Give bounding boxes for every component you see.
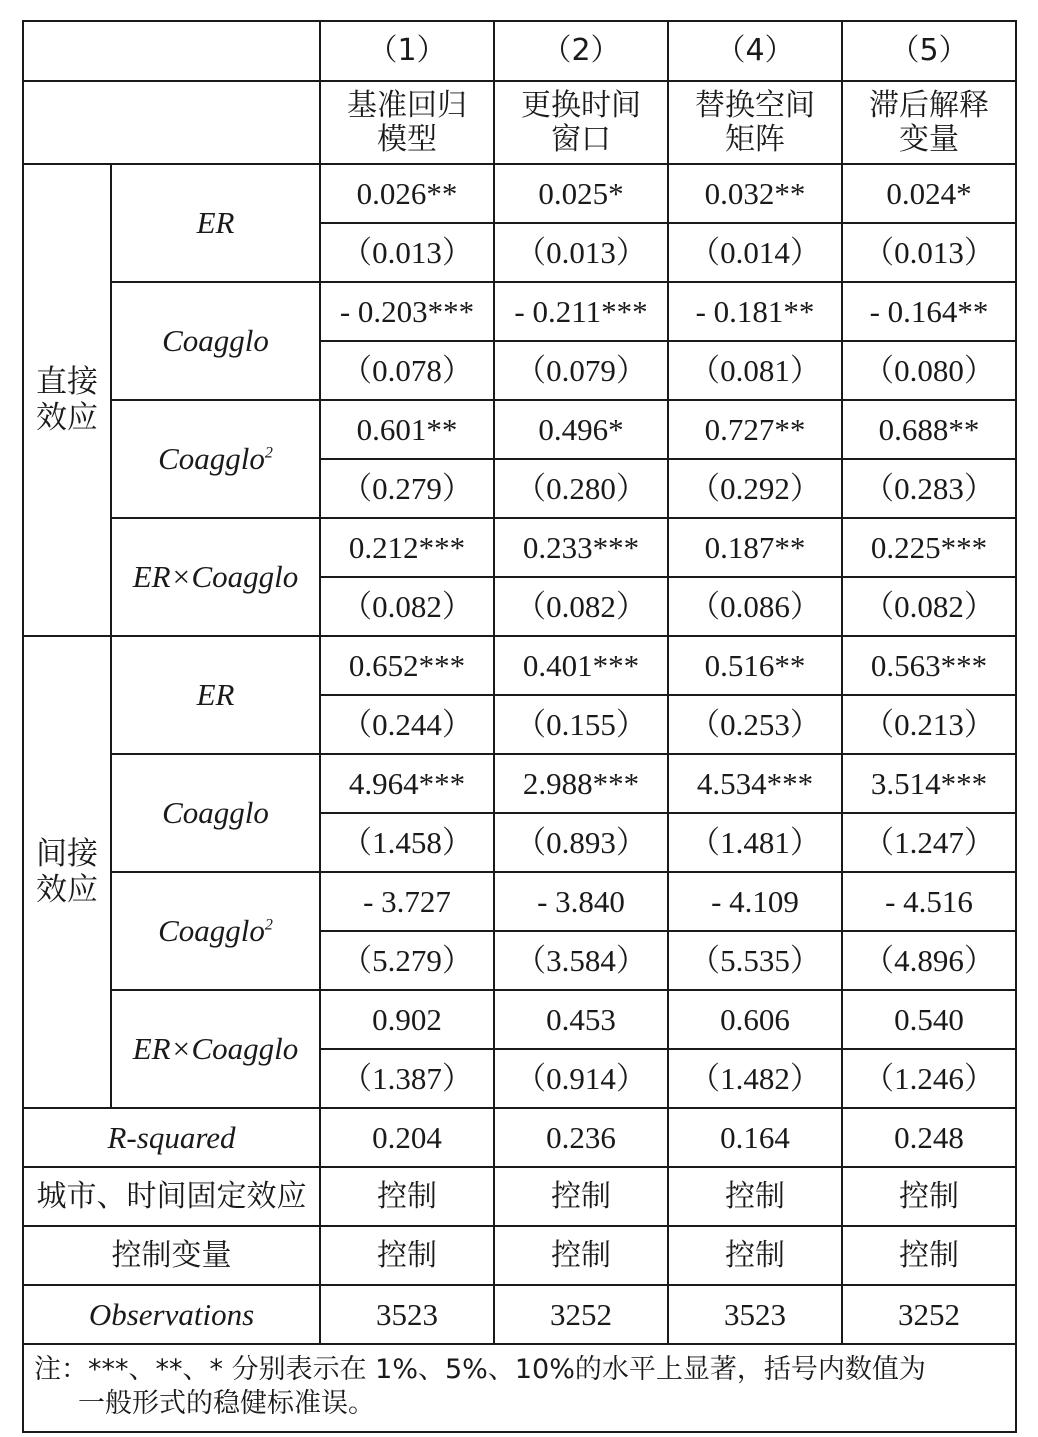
effect-group-label-line: 间接 bbox=[36, 836, 98, 872]
coefficient-cell: 0.688** bbox=[842, 400, 1016, 459]
summary-row bbox=[23, 1285, 1016, 1344]
effect-group-label-line: 直接 bbox=[36, 364, 98, 400]
coef-row bbox=[23, 754, 1016, 813]
coefficient-cell: - 0.203*** bbox=[320, 282, 494, 341]
std-error-cell: （1.246） bbox=[842, 1049, 1016, 1108]
coef-row bbox=[23, 164, 1016, 223]
std-error-cell: （1.482） bbox=[668, 1049, 842, 1108]
effect-group-label bbox=[23, 636, 111, 1108]
model-name-line: 滞后解释 bbox=[869, 87, 989, 123]
header-row-columns bbox=[23, 21, 1016, 81]
effect-group-label-line: 效应 bbox=[36, 400, 98, 436]
variable-name-text: Coagglo bbox=[162, 323, 269, 358]
coefficient-cell: 0.401*** bbox=[494, 636, 668, 695]
column-number: （2） bbox=[494, 21, 668, 81]
variable-name-text: ER×Coagglo bbox=[132, 559, 299, 594]
coefficient-cell: 0.902 bbox=[320, 990, 494, 1049]
model-name bbox=[494, 81, 668, 164]
coefficient-cell: 0.606 bbox=[668, 990, 842, 1049]
summary-row bbox=[23, 1226, 1016, 1285]
std-error-cell: （1.247） bbox=[842, 813, 1016, 872]
variable-name bbox=[111, 164, 320, 282]
model-name bbox=[320, 81, 494, 164]
model-name-line: 变量 bbox=[899, 121, 959, 157]
variable-exponent: 2 bbox=[264, 444, 273, 462]
summary-value-cell: 0.164 bbox=[668, 1108, 842, 1167]
variable-name-text: ER×Coagglo bbox=[132, 1031, 299, 1066]
coefficient-cell: 0.212*** bbox=[320, 518, 494, 577]
std-error-cell: （0.078） bbox=[320, 341, 494, 400]
column-number: （5） bbox=[842, 21, 1016, 81]
coefficient-cell: 0.601** bbox=[320, 400, 494, 459]
coefficient-cell: 0.032** bbox=[668, 164, 842, 223]
std-error-cell: （1.481） bbox=[668, 813, 842, 872]
coefficient-cell: 0.496* bbox=[494, 400, 668, 459]
summary-value-cell: 0.204 bbox=[320, 1108, 494, 1167]
std-error-cell: （0.292） bbox=[668, 459, 842, 518]
coef-row bbox=[23, 872, 1016, 931]
std-error-cell: （0.013） bbox=[320, 223, 494, 282]
coef-row bbox=[23, 636, 1016, 695]
coefficient-cell: 0.652*** bbox=[320, 636, 494, 695]
coef-row bbox=[23, 990, 1016, 1049]
note-line-2: 一般形式的稳健标准误。 bbox=[78, 1388, 375, 1419]
coefficient-cell: - 0.211*** bbox=[494, 282, 668, 341]
std-error-cell: （5.535） bbox=[668, 931, 842, 990]
variable-name bbox=[111, 400, 320, 518]
model-name bbox=[668, 81, 842, 164]
coef-row bbox=[23, 400, 1016, 459]
variable-name bbox=[111, 282, 320, 400]
variable-name-text: ER bbox=[196, 677, 235, 712]
model-name-line: 矩阵 bbox=[725, 121, 785, 157]
std-error-cell: （3.584） bbox=[494, 931, 668, 990]
std-error-cell: （0.013） bbox=[842, 223, 1016, 282]
summary-value-cell: 3252 bbox=[494, 1285, 668, 1344]
coefficient-cell: 0.563*** bbox=[842, 636, 1016, 695]
coefficient-cell: 0.025* bbox=[494, 164, 668, 223]
std-error-cell: （1.387） bbox=[320, 1049, 494, 1108]
std-error-cell: （0.893） bbox=[494, 813, 668, 872]
variable-name bbox=[111, 990, 320, 1108]
std-error-cell: （0.244） bbox=[320, 695, 494, 754]
effect-group-label-line: 效应 bbox=[36, 872, 98, 908]
summary-row-label: Observations bbox=[23, 1285, 320, 1344]
regression-table bbox=[22, 20, 1017, 1433]
coefficient-cell: 0.187** bbox=[668, 518, 842, 577]
std-error-cell: （0.155） bbox=[494, 695, 668, 754]
coefficient-cell: 0.540 bbox=[842, 990, 1016, 1049]
summary-value-cell: 0.248 bbox=[842, 1108, 1016, 1167]
summary-value-cell: 控制 bbox=[494, 1167, 668, 1226]
variable-name-text: Coagglo bbox=[158, 913, 265, 948]
summary-value-cell: 控制 bbox=[842, 1226, 1016, 1285]
variable-name bbox=[111, 518, 320, 636]
std-error-cell: （0.086） bbox=[668, 577, 842, 636]
coefficient-cell: 0.026** bbox=[320, 164, 494, 223]
model-name-line: 替换空间 bbox=[695, 87, 815, 123]
summary-value-cell: 3523 bbox=[668, 1285, 842, 1344]
variable-exponent: 2 bbox=[264, 916, 273, 934]
variable-name bbox=[111, 872, 320, 990]
model-name bbox=[842, 81, 1016, 164]
std-error-cell: （0.213） bbox=[842, 695, 1016, 754]
summary-value-cell: 0.236 bbox=[494, 1108, 668, 1167]
std-error-cell: （0.081） bbox=[668, 341, 842, 400]
coef-row bbox=[23, 282, 1016, 341]
summary-value-cell: 控制 bbox=[668, 1167, 842, 1226]
summary-value-cell: 3252 bbox=[842, 1285, 1016, 1344]
summary-row bbox=[23, 1108, 1016, 1167]
coefficient-cell: - 0.164** bbox=[842, 282, 1016, 341]
summary-row bbox=[23, 1167, 1016, 1226]
summary-row-label: 控制变量 bbox=[23, 1226, 320, 1285]
coefficient-cell: - 4.516 bbox=[842, 872, 1016, 931]
coefficient-cell: 0.727** bbox=[668, 400, 842, 459]
summary-row-label: 城市、时间固定效应 bbox=[23, 1167, 320, 1226]
std-error-cell: （0.014） bbox=[668, 223, 842, 282]
std-error-cell: （0.283） bbox=[842, 459, 1016, 518]
coefficient-cell: - 3.840 bbox=[494, 872, 668, 931]
coefficient-cell: 0.225*** bbox=[842, 518, 1016, 577]
std-error-cell: （0.280） bbox=[494, 459, 668, 518]
std-error-cell: （0.079） bbox=[494, 341, 668, 400]
note-line-1: 注：***、**、* 分别表示在 1%、5%、10%的水平上显著，括号内数值为 bbox=[34, 1354, 926, 1385]
summary-row-label: R-squared bbox=[23, 1108, 320, 1167]
model-name-line: 模型 bbox=[377, 121, 437, 157]
coefficient-cell: 2.988*** bbox=[494, 754, 668, 813]
std-error-cell: （0.080） bbox=[842, 341, 1016, 400]
coefficient-cell: 0.516** bbox=[668, 636, 842, 695]
summary-value-cell: 控制 bbox=[320, 1226, 494, 1285]
summary-value-cell: 3523 bbox=[320, 1285, 494, 1344]
model-name-line: 基准回归 bbox=[347, 87, 467, 123]
variable-name bbox=[111, 636, 320, 754]
std-error-cell: （0.279） bbox=[320, 459, 494, 518]
coefficient-cell: 4.534*** bbox=[668, 754, 842, 813]
coef-row bbox=[23, 518, 1016, 577]
effect-group-label bbox=[23, 164, 111, 636]
std-error-cell: （0.082） bbox=[842, 577, 1016, 636]
std-error-cell: （5.279） bbox=[320, 931, 494, 990]
coefficient-cell: 3.514*** bbox=[842, 754, 1016, 813]
variable-name bbox=[111, 754, 320, 872]
summary-value-cell: 控制 bbox=[668, 1226, 842, 1285]
column-number: （4） bbox=[668, 21, 842, 81]
coefficient-cell: - 3.727 bbox=[320, 872, 494, 931]
coefficient-cell: 4.964*** bbox=[320, 754, 494, 813]
std-error-cell: （0.914） bbox=[494, 1049, 668, 1108]
summary-value-cell: 控制 bbox=[842, 1167, 1016, 1226]
std-error-cell: （0.082） bbox=[320, 577, 494, 636]
variable-name-text: Coagglo bbox=[158, 441, 265, 476]
summary-value-cell: 控制 bbox=[320, 1167, 494, 1226]
std-error-cell: （4.896） bbox=[842, 931, 1016, 990]
variable-name-text: ER bbox=[196, 205, 235, 240]
model-name-line: 更换时间 bbox=[521, 87, 641, 123]
variable-name-text: Coagglo bbox=[162, 795, 269, 830]
std-error-cell: （0.253） bbox=[668, 695, 842, 754]
std-error-cell: （0.082） bbox=[494, 577, 668, 636]
std-error-cell: （0.013） bbox=[494, 223, 668, 282]
header-row-models bbox=[23, 81, 1016, 164]
note-row bbox=[23, 1344, 1016, 1432]
table-note bbox=[23, 1344, 1016, 1432]
std-error-cell: （1.458） bbox=[320, 813, 494, 872]
coefficient-cell: 0.453 bbox=[494, 990, 668, 1049]
coefficient-cell: - 4.109 bbox=[668, 872, 842, 931]
model-name-line: 窗口 bbox=[551, 121, 611, 157]
coefficient-cell: 0.233*** bbox=[494, 518, 668, 577]
coefficient-cell: - 0.181** bbox=[668, 282, 842, 341]
column-number: （1） bbox=[320, 21, 494, 81]
regression-table-wrapper bbox=[22, 20, 1016, 1433]
summary-value-cell: 控制 bbox=[494, 1226, 668, 1285]
coefficient-cell: 0.024* bbox=[842, 164, 1016, 223]
header-corner bbox=[23, 21, 320, 81]
header-corner-2 bbox=[23, 81, 320, 164]
